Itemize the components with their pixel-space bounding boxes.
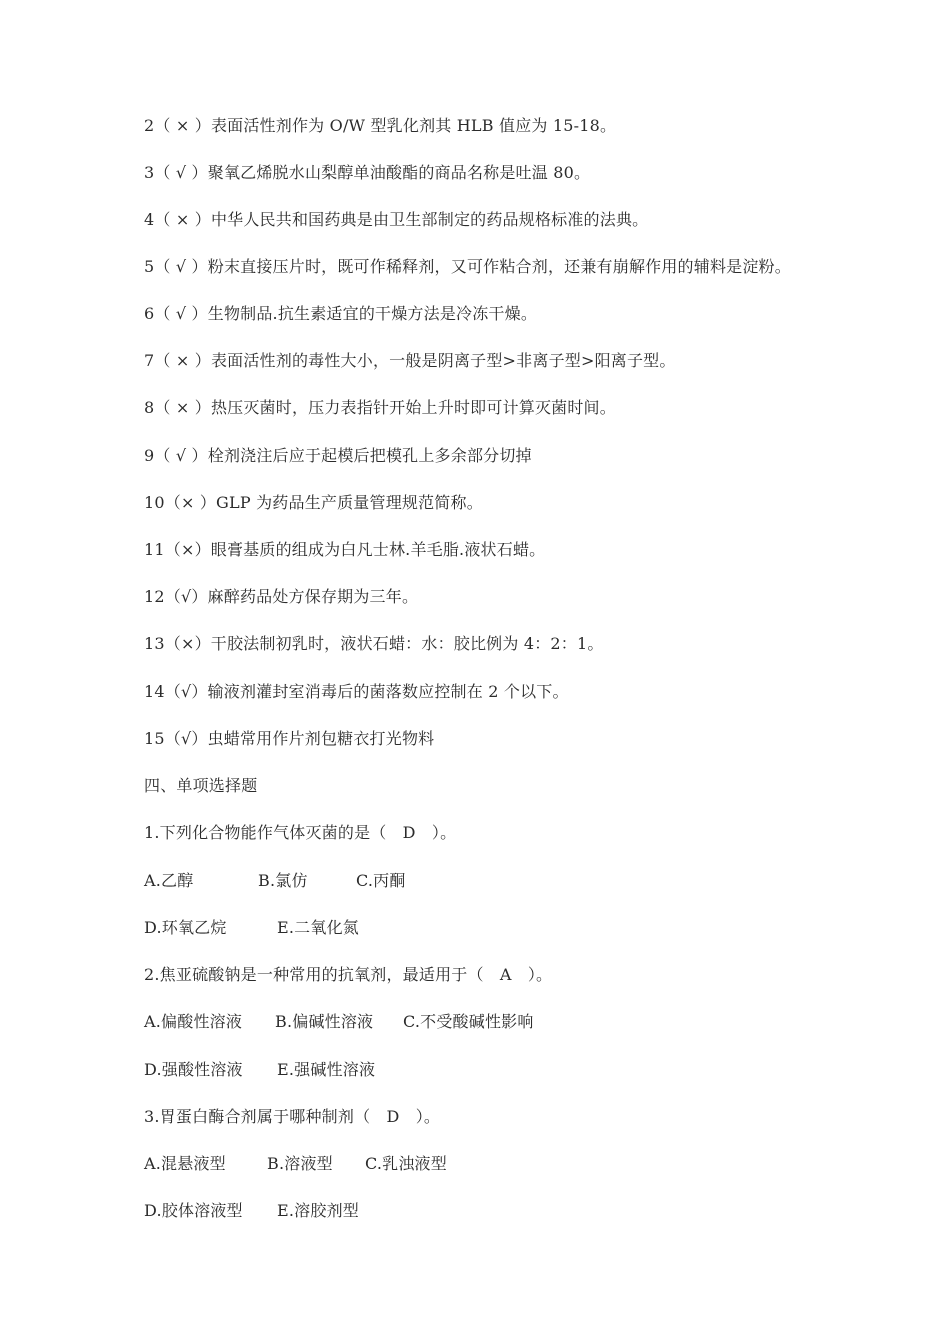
option-row <box>144 1154 447 1174</box>
option-e: E.二氧化氮 <box>277 918 359 937</box>
option-c: C.乳浊液型 <box>365 1154 447 1173</box>
option-a: A.偏酸性溶液 <box>144 1012 243 1031</box>
option-a: A.混悬液型 <box>144 1154 226 1173</box>
option-b: B.氯仿 <box>258 871 308 890</box>
judgment-item: 3（ √ ）聚氧乙烯脱水山梨醇单油酸酯的商品名称是吐温 80。 <box>144 163 591 182</box>
judgment-item: 7（ × ）表面活性剂的毒性大小，一般是阴离子型>非离子型>阳离子型。 <box>144 351 676 370</box>
judgment-item: 2（ × ）表面活性剂作为 O/W 型乳化剂其 HLB 值应为 15-18。 <box>144 116 617 135</box>
option-d: D.强酸性溶液 <box>144 1060 243 1079</box>
section-title: 四、单项选择题 <box>144 776 258 795</box>
option-row <box>144 1060 375 1080</box>
option-e: E.强碱性溶液 <box>277 1060 376 1079</box>
option-b: B.溶液型 <box>267 1154 333 1173</box>
judgment-item: 9（ √ ）栓剂浇注后应于起模后把模孔上多余部分切掉 <box>144 446 532 465</box>
option-d: D.环氧乙烷 <box>144 918 227 937</box>
option-row <box>144 918 359 938</box>
option-row <box>144 1012 534 1032</box>
option-b: B.偏碱性溶液 <box>275 1012 374 1031</box>
judgment-item: 5（ √ ）粉末直接压片时，既可作稀释剂，又可作粘合剂，还兼有崩解作用的辅料是淀粉。 <box>144 257 791 276</box>
judgment-item: 14（√）输液剂灌封室消毒后的菌落数应控制在 2 个以下。 <box>144 682 569 701</box>
question-stem: 1.下列化合物能作气体灭菌的是（ D ）。 <box>144 823 457 842</box>
option-row <box>144 871 406 891</box>
question-stem: 3.胃蛋白酶合剂属于哪种制剂（ D ）。 <box>144 1107 441 1126</box>
question-stem: 2.焦亚硫酸钠是一种常用的抗氧剂，最适用于（ A ）。 <box>144 965 553 984</box>
option-a: A.乙醇 <box>144 871 194 890</box>
judgment-item: 4（ × ）中华人民共和国药典是由卫生部制定的药品规格标准的法典。 <box>144 210 649 229</box>
judgment-item: 11（×）眼膏基质的组成为白凡士林.羊毛脂.液状石蜡。 <box>144 540 546 559</box>
option-d: D.胶体溶液型 <box>144 1201 243 1220</box>
option-c: C.丙酮 <box>356 871 406 890</box>
judgment-item: 12（√）麻醉药品处方保存期为三年。 <box>144 587 419 606</box>
judgment-item: 15（√）虫蜡常用作片剂包糖衣打光物料 <box>144 729 435 748</box>
judgment-item: 13（×）干胶法制初乳时，液状石蜡：水：胶比例为 4：2：1。 <box>144 634 604 653</box>
judgment-item: 8（ × ）热压灭菌时，压力表指针开始上升时即可计算灭菌时间。 <box>144 398 616 417</box>
judgment-item: 10（× ）GLP 为药品生产质量管理规范简称。 <box>144 493 483 512</box>
option-c: C.不受酸碱性影响 <box>403 1012 534 1031</box>
judgment-item: 6（ √ ）生物制品.抗生素适宜的干燥方法是冷冻干燥。 <box>144 304 538 323</box>
option-e: E.溶胶剂型 <box>277 1201 359 1220</box>
option-row <box>144 1201 359 1221</box>
